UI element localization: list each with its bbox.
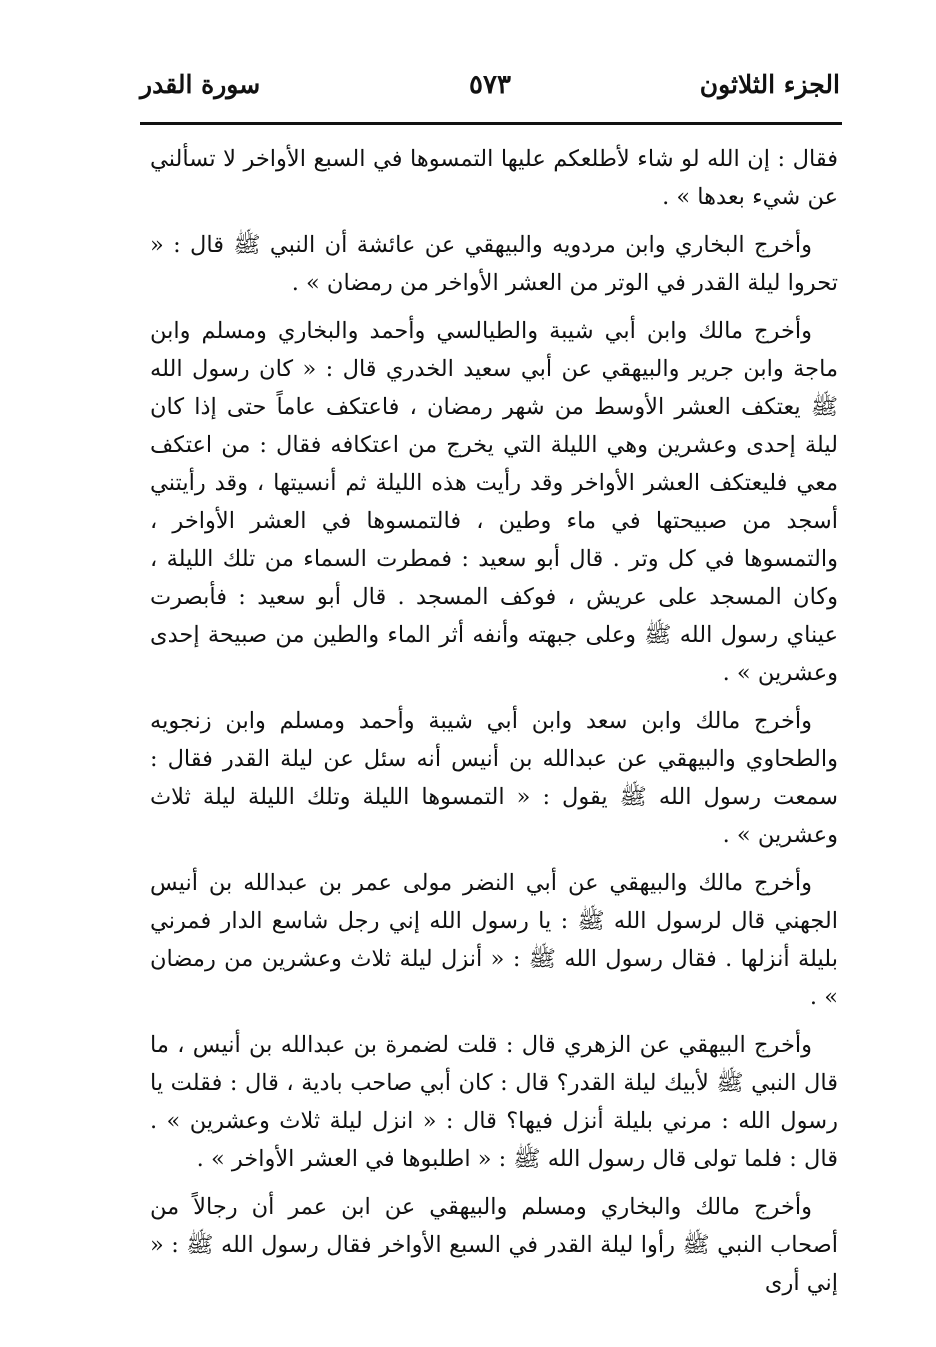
paragraph: وأخرج مالك وابن سعد وابن أبي شيبة وأحمد ومسلم وابن زنجويه والطحاوي والبيهقي عن عبدالله بن أنيس أنه سئل عن ليلة القدر فقال : سمعت رسول الله ﷺ يقول : « التمسوها الليلة وتلك الليلة ليلة ثلاث وعشرين » . [150, 708, 838, 848]
surah-title: سورة القدر [140, 70, 261, 99]
paragraph: وأخرج مالك والبخاري ومسلم والبيهقي عن ابن عمر أن رجالاً من أصحاب النبي ﷺ رأوا ليلة القدر في السبع الأواخر فقال رسول الله ﷺ : « إني أرى [150, 1194, 838, 1296]
paragraph: وأخرج مالك والبيهقي عن أبي النضر مولى عمر بن عبدالله بن أنيس الجهني قال لرسول الله ﷺ : يا رسول الله إني رجل شاسع الدار فمرني بليلة أنزلها . فقال رسول الله ﷺ : « أنزل ليلة ثلاث وعشرين من رمضان » . [150, 870, 838, 1010]
paragraph: وأخرج البخاري وابن مردويه والبيهقي عن عائشة أن النبي ﷺ قال : « تحروا ليلة القدر في الوتر من العشر الأواخر من رمضان » . [150, 232, 838, 296]
paragraph: فقال : إن الله لو شاء لأطلعكم عليها التمسوها في السبع الأواخر لا تسألني عن شيء بعدها » . [150, 146, 838, 210]
paragraph: وأخرج البيهقي عن الزهري قال : قلت لضمرة بن عبدالله بن أنيس ، ما قال النبي ﷺ لأبيك ليلة القدر؟ قال : كان أبي صاحب بادية ، قال : فقلت يا رسول الله : مرني بليلة أنزل فيها؟ قال : « انزل ليلة ثلاث وعشرين » . قال : فلما تولى قال رسول الله ﷺ : « اطلبوها في العشر الأواخر » . [150, 1032, 838, 1172]
part-title: الجزء الثلاثون [699, 70, 840, 99]
running-header [140, 70, 840, 106]
paragraph: وأخرج مالك وابن أبي شيبة والطيالسي وأحمد والبخاري ومسلم وابن ماجة وابن جرير والبيهقي عن أبي سعيد الخدري قال : « كان رسول الله ﷺ يعتكف العشر الأوسط من شهر رمضان ، فاعتكف عاماً حتى إذا كان ليلة إحدى وعشرين وهي الليلة التي يخرج من اعتكافه فقال : من اعتكف معي فليعتكف العشر الأواخر وقد رأيت هذه الليلة ثم أنسيتها ، وقد رأيتني أسجد من صبيحتها في ماء وطين ، فالتمسوها في العشر الأواخر ، والتمسوها في كل وتر . قال أبو سعيد : فمطرت السماء من تلك الليلة ، وكان المسجد على عريش ، فوكف المسجد . قال أبو سعيد : فأبصرت عيناي رسول الله ﷺ وعلى جبهته وأنفه أثر الماء والطين من صبيحة إحدى وعشرين » . [150, 318, 838, 686]
header-rule [140, 122, 842, 125]
page-number: ٥٧٣ [469, 70, 511, 100]
body-text [150, 140, 838, 1312]
